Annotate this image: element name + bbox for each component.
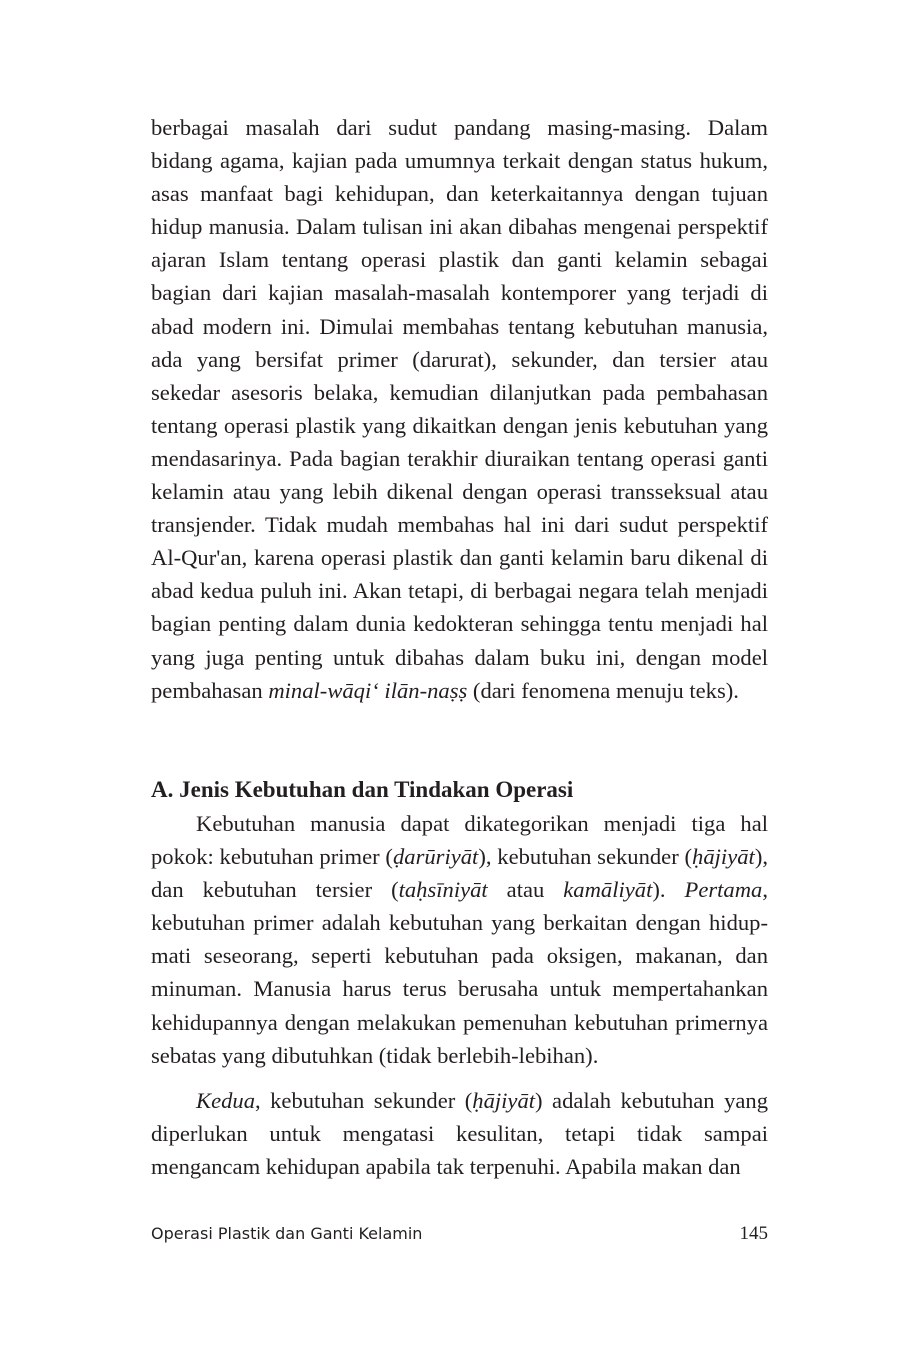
page-footer xyxy=(151,1222,768,1250)
p1-text-3: ), dan kebutuhan tersier ( xyxy=(151,844,768,903)
p1-italic-daruriyat: ḍarūriyāt xyxy=(392,844,479,870)
p2-text-2: ) adalah kebutuhan yang diperlukan untuk mengatasi kesulitan, tetapi tidak sampai mengancam kehidupan apabila tak terpenuhi. Apabila makan dan xyxy=(151,1087,768,1179)
p1-italic-pertama: Pertama xyxy=(684,877,763,903)
p1-italic-kamaliyat: kamāliyāt xyxy=(563,877,653,903)
p1-text-6: , kebutuhan primer adalah kebutuhan yang berkaitan dengan hidup-mati seseorang, seperti kebutuhan pada oksigen, makanan, dan minuman. Manusia harus terus berusaha untuk mempertahankan kehidupannya dengan melakukan pemenuhan kebutuhan primernya sebatas yang dibutuhkan (tidak berlebih-lebihan). xyxy=(151,877,768,1068)
p1-text-5: ). xyxy=(652,877,685,903)
p1-text-4: atau xyxy=(487,877,564,903)
intro-italic-term: minal-wāqi‘ ilān-naṣṣ xyxy=(268,677,468,703)
p1-italic-tahsiniyat: taḥsīniyāt xyxy=(398,877,488,903)
p2-text-1: , kebutuhan sekunder ( xyxy=(255,1087,473,1113)
section-paragraph-1 xyxy=(151,807,768,1072)
intro-paragraph xyxy=(151,111,768,707)
section-body xyxy=(151,807,768,1183)
section-heading: A. Jenis Kebutuhan dan Tindakan Operasi xyxy=(151,777,574,802)
page-number: 145 xyxy=(739,1223,768,1244)
section-paragraph-2 xyxy=(151,1084,768,1183)
p2-italic-kedua: Kedua xyxy=(196,1087,255,1113)
intro-text-part-1: berbagai masalah dari sudut pandang masing-masing. Dalam bidang agama, kajian pada umumnya terkait dengan status hukum, asas manfaat bagi kehidupan, dan keterkaitannya dengan tujuan hidup manusia. Dalam tulisan ini akan dibahas mengenai perspektif ajaran Islam tentang operasi plastik dan ganti kelamin sebagai bagian dari kajian masalah-masalah kontemporer yang terjadi di abad modern ini. Dimulai membahas tentang kebutuhan manusia, ada yang bersifat primer (darurat), sekunder, dan tersier atau sekedar asesoris belaka, kemudian dilanjutkan pada pembahasan tentang operasi plastik yang dikaitkan dengan jenis kebutuhan yang mendasarinya. Pada bagian terakhir diuraikan tentang operasi ganti kelamin atau yang lebih dikenal dengan operasi transseksual atau transjender. Tidak mudah membahas hal ini dari sudut perspektif Al-Qur'an, karena operasi plastik dan ganti kelamin baru dikenal di abad kedua puluh ini. Akan tetapi, di berbagai negara telah menjadi bagian penting dalam dunia kedokteran sehingga tentu menjadi hal yang juga penting untuk dibahas dalam buku ini, dengan model pembahasan xyxy=(151,115,768,703)
p1-text-1: Kebutuhan manusia dapat dikategorikan menjadi tiga hal pokok: kebutuhan primer ( xyxy=(151,811,768,870)
p2-italic-hajiyat: ḥājiyāt xyxy=(472,1087,536,1113)
p1-italic-hajiyat: ḥājiyāt xyxy=(692,844,755,870)
p1-text-2: ), kebutuhan sekunder ( xyxy=(478,844,693,870)
intro-text xyxy=(151,111,768,707)
running-title: Operasi Plastik dan Ganti Kelamin xyxy=(151,1224,423,1243)
intro-text-part-2: (dari fenomena menuju teks). xyxy=(467,677,739,703)
